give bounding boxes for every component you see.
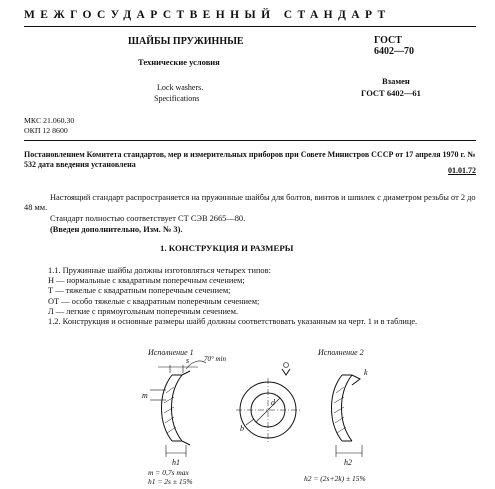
standard-banner: МЕЖГОСУДАРСТВЕННЫЙ СТАНДАРТ — [24, 9, 391, 21]
doc-title: ШАЙБЫ ПРУЖИННЫЕ — [128, 36, 244, 47]
dim-b-line — [246, 419, 254, 425]
formula-h2: h2 = (2s+2k) ± 15% — [304, 474, 366, 483]
middle-rule — [24, 140, 476, 141]
top-rule — [24, 26, 476, 27]
washer2-ends — [342, 375, 352, 441]
washer1-inner-arc — [172, 375, 183, 441]
decree-text: Постановлением Комитета стандартов, мер и измерительных приборов при Совете Министров СССР от 17 апреля 1970 г. № 532 дата введения установлена — [24, 150, 476, 169]
type-t: Т — тяжелые с квадратным поперечным сечением; — [48, 286, 231, 296]
washer2-left-arc — [332, 375, 343, 441]
type-l: Л — легкие с прямоугольным поперечным сечением. — [48, 306, 239, 316]
label-b: b — [240, 424, 244, 433]
section-title: 1. КОНСТРУКЦИЯ И РАЗМЕРЫ — [160, 243, 294, 253]
label-h2: h2 — [344, 458, 352, 467]
type-ot: ОТ — особо тяжелые с квадратным поперечным сечением; — [48, 296, 260, 306]
formula-m: m = 0,7s max — [148, 468, 189, 477]
formula-h1: h1 = 2s ± 15% — [148, 477, 193, 485]
label-k: k — [364, 368, 368, 377]
label-h1: h1 — [172, 458, 180, 467]
item-1-2: 1.2. Конструкция и основные размеры шайб должны соответствовать указанным на черт. 1 и в таблице. — [48, 317, 418, 327]
mks-code: МКС 21.060.30 — [24, 116, 75, 125]
effective-date: 01.01.72 — [448, 166, 476, 175]
label-exec2: Исполнение 2 — [318, 348, 364, 357]
surface-mark — [282, 369, 290, 375]
label-exec1: Исполнение 1 — [148, 348, 194, 357]
amendment-note: (Введен дополнительно, Изм. № 3). — [50, 225, 183, 234]
replaces-label: Взамен — [382, 76, 410, 86]
washer2-inner-arc — [342, 375, 353, 441]
doc-title-en: Lock washers. — [157, 83, 204, 92]
gost-block — [374, 35, 414, 57]
label-angle: 70° min — [204, 355, 227, 363]
gost-label: ГОСТ — [374, 35, 402, 46]
label-s: s — [186, 356, 190, 365]
doc-subtitle: Технические условия — [138, 57, 220, 67]
washer1-tips — [182, 371, 190, 445]
item-1-1: 1.1. Пружинные шайбы должны изготовляться четырех типов: — [48, 266, 271, 275]
okp-code: ОКП 12 8600 — [24, 125, 68, 135]
gost-number: 6402—70 — [374, 46, 414, 57]
scope-paragraph: Настоящий стандарт распространяется на пружинные шайбы для болтов, винтов и шпилек с диаметром резьбы от 2 до 48 мм. — [24, 193, 476, 212]
washer2-bent-tip — [352, 375, 360, 385]
types-list — [24, 266, 476, 327]
washer1-left-arc — [162, 375, 173, 441]
conformity-paragraph: Стандарт полностью соответствует СТ СЭВ 2665—80. — [50, 214, 246, 223]
type-n: Н — нормальные с квадратным поперечным сечением; — [48, 276, 245, 286]
classification-codes — [24, 116, 74, 135]
surface-mark-circle — [284, 363, 289, 368]
replaces-value: ГОСТ 6402—61 — [361, 88, 421, 98]
label-m: m — [142, 391, 148, 400]
doc-subtitle-en: Specifications — [154, 94, 200, 103]
label-d: d — [271, 398, 275, 407]
washer-drawing — [128, 345, 388, 485]
washer1-ends — [172, 375, 182, 441]
